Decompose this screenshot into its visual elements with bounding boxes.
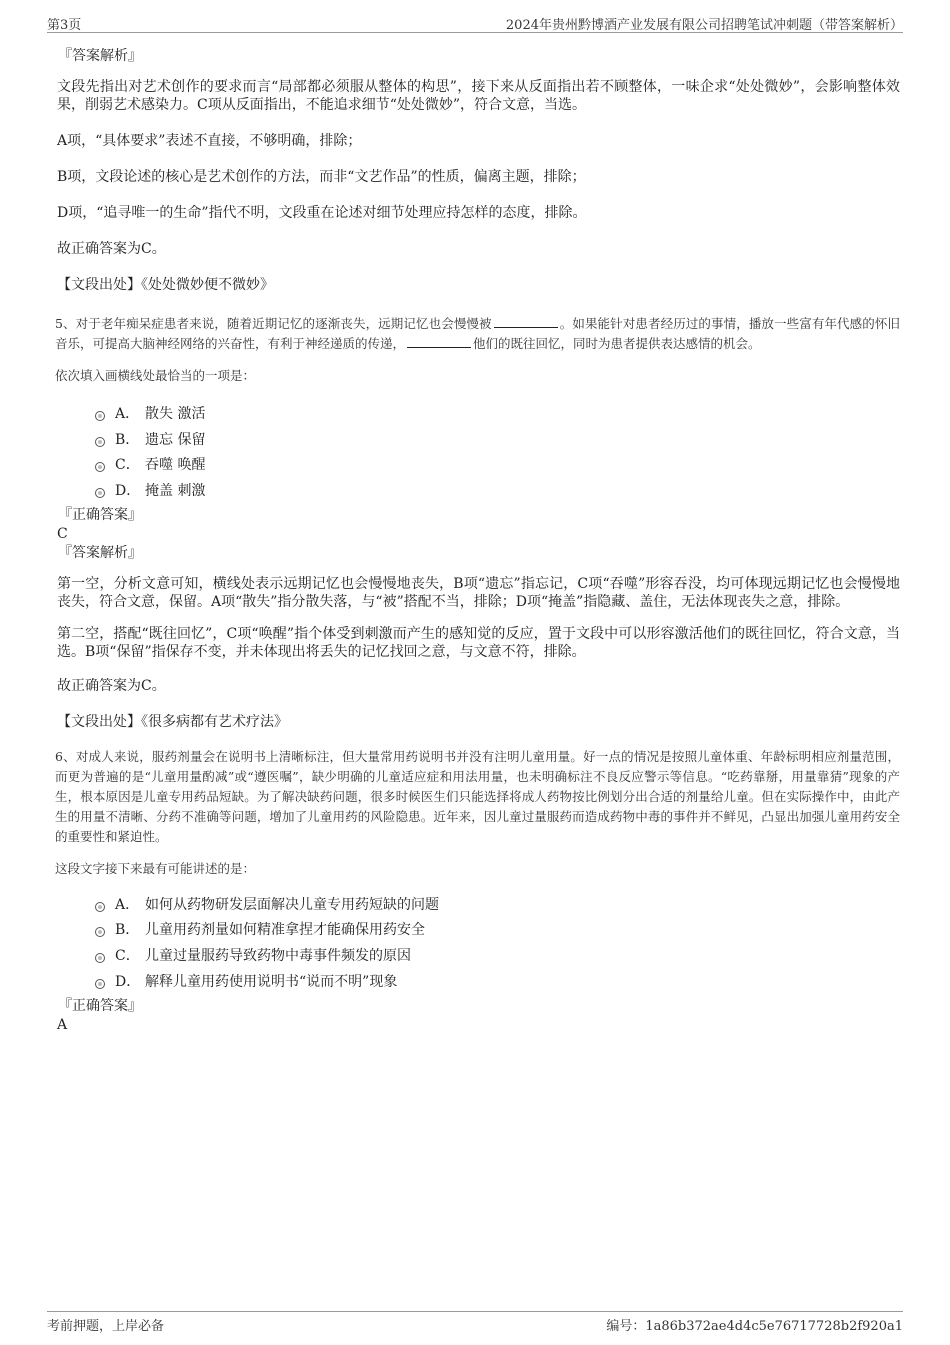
analysis-paragraph: A项，“具体要求”表述不直接，不够明确，排除； [57, 133, 362, 149]
radio-icon[interactable] [95, 437, 105, 447]
analysis-paragraph: 故正确答案为C。 [57, 241, 166, 257]
option-a[interactable]: A． 散失 激活 [55, 402, 900, 428]
page-footer [47, 1311, 903, 1336]
correct-answer: C [57, 525, 68, 542]
radio-icon[interactable] [95, 979, 105, 989]
radio-icon[interactable] [95, 462, 105, 472]
analysis-paragraph: 文段先指出对艺术创作的要求而言“局部都必须服从整体的构思”，接下来从反面指出若不顾整体，一味企求“处处微妙”，会影响整体效果，削弱艺术感染力。C项从反面指出，不能追求细节“处处微妙”，符合文意，当选。 [57, 79, 900, 113]
radio-icon[interactable] [95, 488, 105, 498]
document-title: 2024年贵州黔博酒产业发展有限公司招聘笔试冲刺题（带答案解析） [505, 18, 903, 33]
analysis-label: 『答案解析』 [58, 48, 142, 64]
analysis-label: 『答案解析』 [58, 544, 142, 561]
correct-answer: A [57, 1016, 68, 1033]
option-b[interactable]: B． 遗忘 保留 [55, 428, 900, 454]
correct-answer-label: 『正确答案』 [58, 997, 142, 1014]
analysis-paragraph: 第一空，分析文意可知，横线处表示远期记忆也会慢慢地丧失，B项“遗忘”指忘记，C项“吞噬”形容吞没，均可体现远期记忆也会慢慢地丧失，符合文意，保留。A项“散失”指分散失落，与“被”搭配不当，排除；D项“掩盖”指隐藏、盖住，无法体现丧失之意，排除。 [57, 575, 900, 610]
option-a[interactable]: A． 如何从药物研发层面解决儿童专用药短缺的问题 [55, 893, 900, 919]
option-c[interactable]: C． 吞噬 唤醒 [55, 453, 900, 479]
correct-answer-label: 『正确答案』 [58, 506, 142, 523]
page-content [55, 46, 900, 1034]
option-d[interactable]: D． 解释儿童用药使用说明书“说而不明”现象 [55, 970, 900, 996]
radio-icon[interactable] [95, 953, 105, 963]
source-citation: 【文段出处】《处处微妙便不微妙》 [57, 277, 274, 293]
radio-icon[interactable] [95, 927, 105, 937]
footer-slogan: 考前押题，上岸必备 [47, 1319, 165, 1334]
question-5-options [55, 402, 900, 505]
question-6-options [55, 893, 900, 996]
radio-icon[interactable] [95, 411, 105, 421]
question-5-stem: 5、对于老年痴呆症患者来说，随着近期记忆的逐渐丧失，远期记忆也会慢慢被 。如果能针对患者经历过的事情，播放一些富有年代感的怀旧音乐，可提高大脑神经网络的兴奋性，有利于神经递质的传递， 他们的既往回忆，同时为患者提供表达感情的机会。 [55, 316, 900, 351]
question-6-stem: 6、对成人来说，服药剂量会在说明书上清晰标注，但大量常用药说明书并没有注明儿童用量。好一点的情况是按照儿童体重、年龄标明相应剂量范围，而更为普遍的是“儿童用量酌减”或“遵医嘱”，缺少明确的儿童适应症和用法用量，也未明确标注不良反应警示等信息。“吃药靠掰，用量靠猜”现象的产生，根本原因是儿童专用药品短缺。为了解决缺药问题，很多时候医生们只能选择将成人药物按比例划分出合适的剂量给儿童。但在实际操作中，由此产生的用量不清晰、分药不准确等问题，增加了儿童用药的风险隐患。近年来，因儿童过量服药而造成药物中毒的事件并不鲜见，凸显出加强儿童用药安全的重要性和紧迫性。 [55, 748, 900, 844]
question-6-prompt: 这段文字接下来最有可能讲述的是： [55, 860, 256, 876]
document-code: 编号：1a86b372ae4d4c5e76717728b2f920a1 [606, 1319, 903, 1334]
radio-icon[interactable] [95, 902, 105, 912]
question-5-prompt: 依次填入画横线处最恰当的一项是： [55, 368, 256, 383]
page-number: 第3页 [47, 18, 82, 33]
source-citation: 【文段出处】《很多病都有艺术疗法》 [57, 713, 288, 730]
analysis-paragraph: D项，“追寻唯一的生命”指代不明，文段重在论述对细节处理应持怎样的态度，排除。 [57, 205, 587, 221]
page-header [47, 14, 903, 33]
blank-line [407, 335, 471, 348]
analysis-paragraph: B项，文段论述的核心是艺术创作的方法，而非“文艺作品”的性质，偏离主题，排除； [57, 169, 586, 185]
option-c[interactable]: C． 儿童过量服药导致药物中毒事件频发的原因 [55, 944, 900, 970]
analysis-paragraph: 第二空，搭配“既往回忆”，C项“唤醒”指个体受到刺激而产生的感知觉的反应，置于文段中可以形容激活他们的既往回忆，符合文意，当选。B项“保留”指保存不变，并未体现出将丢失的记忆找回之意，与文意不符，排除。 [57, 625, 900, 660]
option-b[interactable]: B． 儿童用药剂量如何精准拿捏才能确保用药安全 [55, 918, 900, 944]
option-d[interactable]: D． 掩盖 刺激 [55, 479, 900, 505]
blank-line [494, 315, 558, 328]
analysis-paragraph: 故正确答案为C。 [57, 677, 166, 694]
